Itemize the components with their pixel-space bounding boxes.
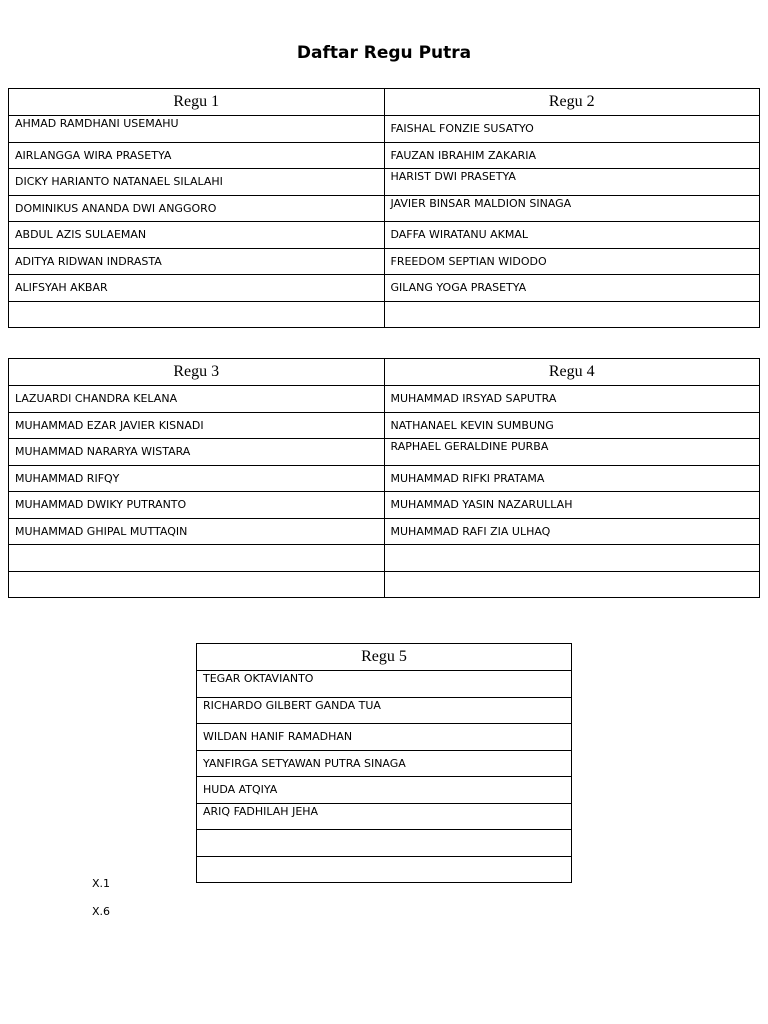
regu-1-member: AIRLANGGA WIRA PRASETYA <box>9 142 385 169</box>
table-row <box>9 301 760 328</box>
table-row <box>9 248 760 275</box>
table-row <box>9 386 760 413</box>
regu-4-member <box>384 545 760 572</box>
regu-3-member: MUHAMMAD DWIKY PUTRANTO <box>9 492 385 519</box>
table-row <box>9 545 760 572</box>
regu-1-2-table <box>8 88 760 328</box>
regu-4-header: Regu 4 <box>384 359 760 386</box>
regu-1-member: AHMAD RAMDHANI USEMAHU <box>9 116 385 143</box>
table-row <box>197 856 572 883</box>
regu-4-member: NATHANAEL KEVIN SUMBUNG <box>384 412 760 439</box>
note-class-x1: X.1 <box>92 877 111 890</box>
regu-1-member <box>9 301 385 328</box>
regu-3-member: MUHAMMAD EZAR JAVIER KISNADI <box>9 412 385 439</box>
regu-3-4-table <box>8 358 760 598</box>
regu-4-member: MUHAMMAD IRSYAD SAPUTRA <box>384 386 760 413</box>
regu-1-member: DICKY HARIANTO NATANAEL SILALAHI <box>9 169 385 196</box>
table-row <box>9 465 760 492</box>
regu-2-header: Regu 2 <box>384 89 760 116</box>
regu-3-header: Regu 3 <box>9 359 385 386</box>
table-row <box>9 142 760 169</box>
regu-3-member <box>9 571 385 598</box>
table-row <box>9 222 760 249</box>
table-row <box>9 275 760 302</box>
regu-1-member: ABDUL AZIS SULAEMAN <box>9 222 385 249</box>
table-row <box>197 750 572 777</box>
regu-5-member: TEGAR OKTAVIANTO <box>197 671 572 698</box>
regu-5-header: Regu 5 <box>197 644 572 671</box>
regu-5-table <box>196 643 572 883</box>
regu-3-member: MUHAMMAD NARARYA WISTARA <box>9 439 385 466</box>
regu-2-member: FAISHAL FONZIE SUSATYO <box>384 116 760 143</box>
regu-1-header: Regu 1 <box>9 89 385 116</box>
note-class-x6: X.6 <box>92 905 111 918</box>
regu-2-member: HARIST DWI PRASETYA <box>384 169 760 196</box>
regu-1-member: ALIFSYAH AKBAR <box>9 275 385 302</box>
regu-5-member <box>197 830 572 857</box>
regu-3-member: MUHAMMAD GHIPAL MUTTAQIN <box>9 518 385 545</box>
table-row <box>197 777 572 804</box>
table-row <box>9 412 760 439</box>
regu-5-member: WILDAN HANIF RAMADHAN <box>197 724 572 751</box>
table-row <box>9 439 760 466</box>
table-row <box>9 195 760 222</box>
page-title: Daftar Regu Putra <box>296 43 472 63</box>
regu-5-member: HUDA ATQIYA <box>197 777 572 804</box>
regu-2-member: JAVIER BINSAR MALDION SINAGA <box>384 195 760 222</box>
regu-3-member: MUHAMMAD RIFQY <box>9 465 385 492</box>
regu-4-member: RAPHAEL GERALDINE PURBA <box>384 439 760 466</box>
table-row <box>197 830 572 857</box>
regu-4-member: MUHAMMAD RIFKI PRATAMA <box>384 465 760 492</box>
regu-5-member: ARIQ FADHILAH JEHA <box>197 803 572 830</box>
table-row <box>9 116 760 143</box>
table-row <box>9 571 760 598</box>
regu-3-member <box>9 545 385 572</box>
regu-4-member: MUHAMMAD YASIN NAZARULLAH <box>384 492 760 519</box>
regu-5-member: YANFIRGA SETYAWAN PUTRA SINAGA <box>197 750 572 777</box>
table-row <box>9 518 760 545</box>
regu-2-member: FAUZAN IBRAHIM ZAKARIA <box>384 142 760 169</box>
regu-3-member: LAZUARDI CHANDRA KELANA <box>9 386 385 413</box>
table-row <box>197 697 572 724</box>
regu-4-member <box>384 571 760 598</box>
regu-5-member <box>197 856 572 883</box>
regu-2-member <box>384 301 760 328</box>
regu-2-member: DAFFA WIRATANU AKMAL <box>384 222 760 249</box>
regu-1-member: ADITYA RIDWAN INDRASTA <box>9 248 385 275</box>
table-row <box>197 724 572 751</box>
regu-4-member: MUHAMMAD RAFI ZIA ULHAQ <box>384 518 760 545</box>
table-row <box>197 803 572 830</box>
regu-5-member: RICHARDO GILBERT GANDA TUA <box>197 697 572 724</box>
table-row <box>9 492 760 519</box>
table-row <box>9 169 760 196</box>
regu-2-member: FREEDOM SEPTIAN WIDODO <box>384 248 760 275</box>
regu-1-member: DOMINIKUS ANANDA DWI ANGGORO <box>9 195 385 222</box>
regu-2-member: GILANG YOGA PRASETYA <box>384 275 760 302</box>
table-row <box>197 671 572 698</box>
